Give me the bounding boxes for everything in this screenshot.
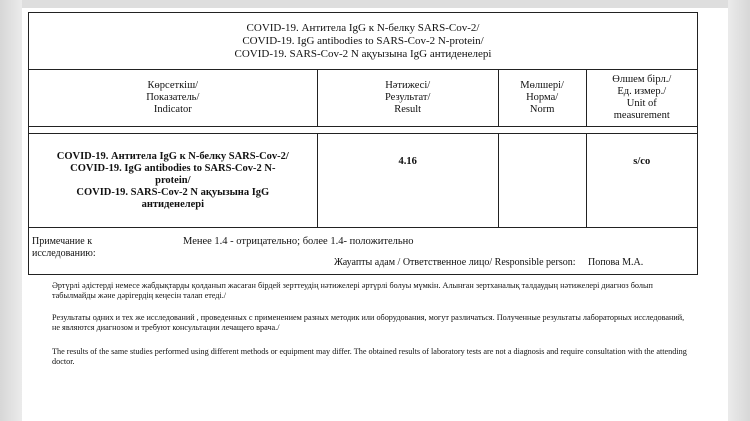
results-table [28,12,698,275]
header-indicator-kz: Көрсеткіш/ [147,80,199,91]
photo-frame-left [0,0,22,421]
header-norm-ru: Норма/ [526,92,559,103]
note-label-line-1: Примечание к [32,236,93,247]
header-unit-ru: Ед. измер./ [617,86,667,97]
test-title-line-2: COVID-19. IgG antibodies to SARS-Cov-2 N-protein/ [242,34,484,47]
header-result-kz: Нәтижесі/ [385,80,431,91]
header-norm-kz: Мөлшері/ [520,80,564,91]
header-indicator-ru: Показатель/ [146,92,200,103]
row-indicator-line-3: protein/ [155,174,191,186]
row-indicator-line-4: COVID-19. SARS-Cov-2 N ақуызына IgG [76,186,270,198]
header-unit-en-1: Unit of [626,98,657,109]
responsible-label: Жауапты адам / Ответственное лицо/ Responsible person: [334,257,576,268]
disclaimer-kz: Әртүрлі әдістерді немесе жабдықтарды қолданып жасаған бірдей зерттеудің нәтижелері әртүрлі болуы мүмкін. Алынған зертханалық талдаудың нәтижелері диагноз болып табылмайды және дәрігердің кеңесін талап етеді./ [52,281,653,300]
table-row [29,134,698,228]
row-indicator-line-1: COVID-19. Антитела IgG к N-белку SARS-Cov-2/ [56,150,289,162]
note-text: Менее 1.4 - отрицательно; более 1.4- положительно [183,236,414,247]
note-label [30,232,173,273]
row-indicator-line-5: антиденелері [141,198,205,210]
header-norm [498,70,586,127]
disclaimer-ru: Результаты одних и тех же исследований , проведенных с применением разных методик или оборудования, могут различаться. Полученные результаты лабораторных исследований, не являются диагнозом и требуют консультации лечащего врача./ [52,313,685,332]
header-unit-en-2: measurement [613,110,670,121]
header-result-en: Result [394,104,422,115]
photo-frame-top [0,0,750,8]
note-label-line-2: исследованию: [32,248,96,259]
spacer-row [29,127,698,134]
test-title-line-1: COVID-19. Антитела IgG к N-белку SARS-Cov-2/ [246,21,480,34]
header-result [317,70,498,127]
row-norm-value [498,134,586,228]
row-result-value: 4.16 [317,134,498,228]
header-norm-en: Norm [529,104,555,115]
test-title-line-3: COVID-19. SARS-Cov-2 N ақуызына IgG антиденелері [234,47,492,60]
title-row [29,13,698,70]
test-title [29,13,698,70]
responsible-name: Попова М.А. [587,257,644,268]
header-indicator-en: Indicator [153,104,192,115]
header-unit-kz: Өлшем бірл./ [612,74,672,85]
header-result-ru: Результат/ [384,92,431,103]
header-unit [586,70,697,127]
responsible-person [334,257,643,268]
photo-frame-right [728,0,750,421]
header-row [29,70,698,127]
disclaimer-en: The results of the same studies performed using different methods or equipment may differ. The obtained results of laboratory tests are not a diagnosis and require consultation with the attending doctor. [52,347,687,366]
header-indicator [29,70,318,127]
row-unit-value: s/co [586,134,697,228]
row-indicator-line-2: COVID-19. IgG antibodies to SARS-Cov-2 N- [70,162,276,174]
row-indicator [29,134,318,228]
